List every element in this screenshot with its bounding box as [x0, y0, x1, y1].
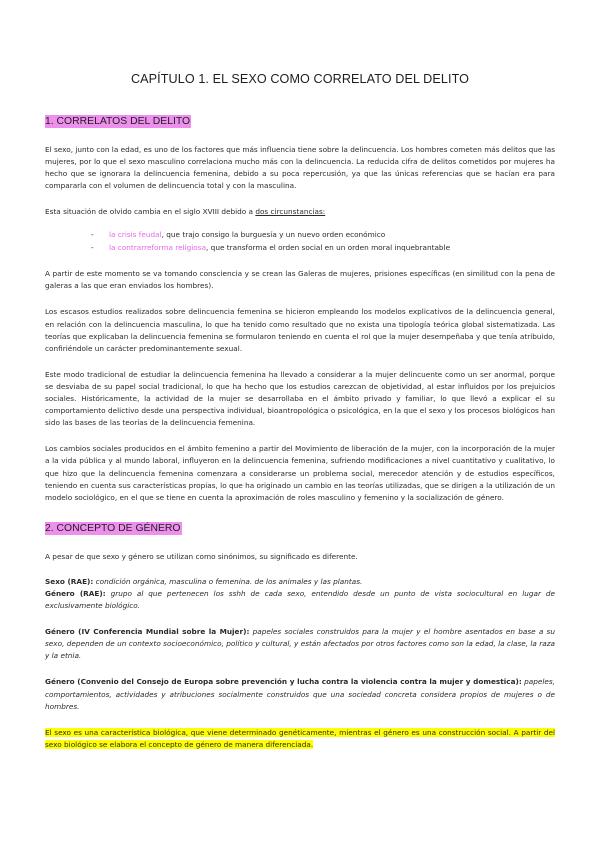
section-1-paragraph-1: El sexo, junto con la edad, es uno de los factores que más influencia tiene sobre la delincuencia. Los hombres cometen más delitos que las mujeres, por lo que el sexo masculino correlaciona mucho más con la delincuencia. La reducida cifra de delitos cometidos por mujeres ha hecho que se ignorara la delincuencia femenina, debido a su poca repercusión, ya que las únicas referencias que se hacían era para compararla con el volumen de delincuencia total y con la masculina.: [45, 145, 555, 191]
section-2-heading: 2. CONCEPTO DE GÉNERO: [45, 522, 181, 534]
section-1-paragraph-3: A partir de este momento se va tomando consciencia y se crean las Galeras de mujeres, prisiones específicas (en similitud con la pena de galeras a las que eran enviados los hombres).: [45, 269, 555, 291]
definition-term: Género (IV Conferencia Mundial sobre la Mujer):: [45, 627, 250, 637]
section-2-intro: A pesar de que sexo y género se utilizan como sinónimos, su significado es diferente.: [45, 551, 358, 561]
definition-text: condición orgánica, masculina o femenina. de los animales y las plantas.: [93, 576, 363, 586]
definition-term: Género (RAE):: [45, 588, 106, 598]
definition-genero-rae: [45, 588, 555, 612]
definition-genero-iv-conferencia: [45, 626, 555, 662]
dash-marker: -: [91, 230, 94, 240]
section-1-paragraph-5: Este modo tradicional de estudiar la delincuencia femenina ha llevado a considerar a la mujer delincuente como un ser anormal, porque se desviaba de su papel social tradicional, lo que ha hecho que los estudios carezcan de objetividad, al estar influidos por los prejuicios sociales. Históricamente, la actividad de la mujer se desarrollaba en el ámbito privado y familiar, lo que llevó a explicar el su comportamiento delictivo desde una perspectiva individual, bioantropológica o psicológica, en la que el sexo y los procesos biológicos han sido las bases de las teorías de la delincuencia femenina.: [45, 369, 555, 428]
definition-genero-convenio: [45, 676, 555, 712]
dash-marker: -: [91, 242, 94, 252]
chapter-title: CAPÍTULO 1. EL SEXO COMO CORRELATO DEL DELITO: [130, 72, 470, 86]
definition-term: Sexo (RAE):: [45, 576, 94, 586]
bullet-highlight: la crisis feudal: [109, 230, 162, 240]
bullet-text: , que trajo consigo la burguesía y un nuevo orden económico: [161, 230, 386, 240]
list-item: [91, 242, 555, 254]
section-2: [45, 516, 555, 751]
bullet-highlight: la contrarreforma religiosa: [109, 242, 207, 252]
section-1-heading: 1. CORRELATOS DEL DELITO: [45, 116, 191, 127]
definition-term: Género (Convenio del Consejo de Europa sobre prevención y lucha contra la violencia contra la mujer y domestica):: [45, 677, 522, 687]
highlight-text: El sexo es una característica biológica, que viene determinado genéticamente, mientras el género es una construcción social. A partir del sexo biológico se elabora el concepto de género de manera diferenciada.: [45, 727, 555, 749]
circumstances-list: [45, 229, 555, 254]
dos-circunstancias-underlined: dos circunstancias:: [255, 207, 326, 217]
definition-text: grupo al que pertenecen los sshh de cada sexo, entendido desde un punto de vista sociocultural en lugar de exclusivamente biológico.: [45, 588, 555, 611]
definition-sexo-rae: [45, 576, 555, 588]
highlighted-conclusion: [45, 727, 555, 751]
paragraph-2-text: Esta situación de olvido cambia en el siglo XVIII debido a: [45, 207, 256, 217]
definition-text: papeles, comportamientos, actividades y atribuciones socialmente construidos que una sociedad concreta considera propios de mujeres o de hombres.: [45, 677, 555, 711]
bullet-text: , que transforma el orden social en un orden moral inquebrantable: [206, 242, 451, 252]
section-1: [45, 109, 555, 504]
definition-text: papeles sociales construidos para la mujer y el hombre asentados en base a su sexo, dependen de un contexto socioeconómico, político y cultural, y están afectados por otros factores como son la edad, la clase, la raza y la etnia.: [45, 627, 555, 661]
section-1-paragraph-4: Los escasos estudios realizados sobre delincuencia femenina se hicieron empleando los modelos explicativos de la delincuencia general, en relación con la delincuencia masculina, lo que ha tenido como resultado que no exista una tipología teórica global sistematizada. Las teorías que explicaban la delincuencia femenina se formularon teniendo en cuenta el rol que la mujer desempeñaba y que tenía atribuido, confiriéndole un carácter predominantemente sexual.: [45, 307, 555, 353]
list-item: [91, 229, 555, 241]
section-1-paragraph-6: Los cambios sociales producidos en el ámbito femenino a partir del Movimiento de liberación de la mujer, con la incorporación de la mujer a la vida pública y al mundo laboral, influyeron en la delincuencia femenina, sufriendo modificaciones a nivel cuantitativo y cualitativo, lo que hizo que la delincuencia femenina comenzara a considerarse un problema social, merecedor atención y de estudios específicos, teniendo en cuenta sus características propias, lo que ha originado un cambio en las teorías utilizadas, que se dirigen a la utilización de un modelo sociológico, en el que se tiene en cuenta la aproximación de roles masculino y femenino y la socialización de género.: [45, 444, 555, 502]
section-1-paragraph-2: [45, 206, 555, 218]
